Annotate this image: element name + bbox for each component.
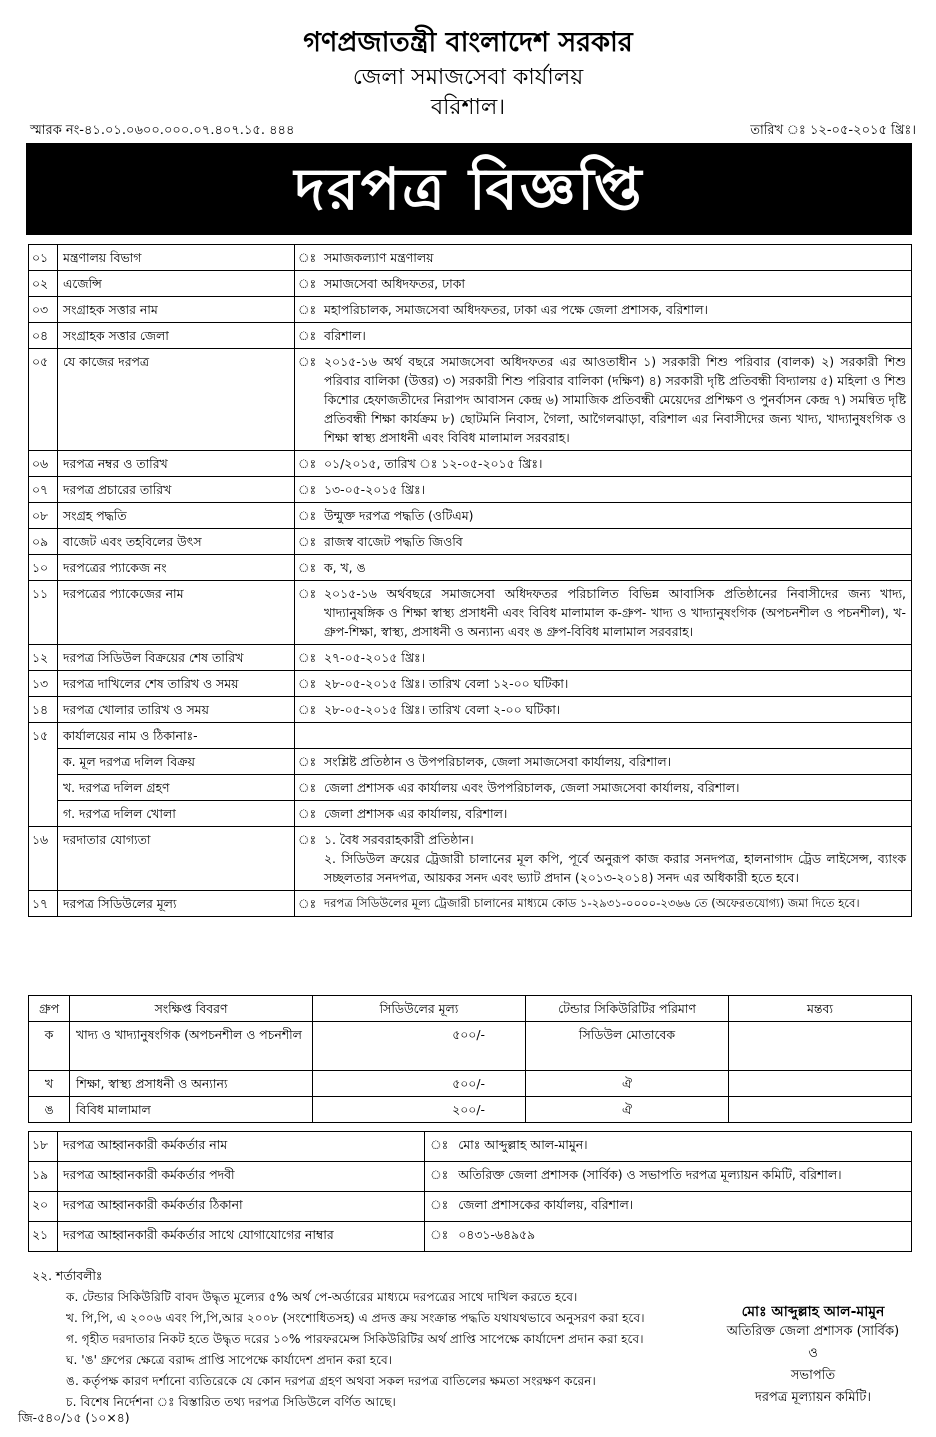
row-separator: ঃ: [295, 891, 320, 917]
price-cell: [729, 1022, 912, 1071]
tender-info-table: [28, 244, 912, 917]
row-label: মন্ত্রণালয় বিভাগ: [58, 245, 295, 271]
row-separator: ঃ: [295, 581, 320, 645]
table-row: [29, 1162, 912, 1192]
row-value: ১৩-০৫-২০১৫ খ্রিঃ।: [319, 477, 912, 503]
row-label: খ. দরপত্র দলিল গ্রহণ: [58, 775, 295, 801]
row-number: ১২: [29, 645, 58, 671]
row-number: ২০: [29, 1192, 58, 1222]
notice-date: তারিখ ঃ ১২-০৫-২০১৫ খ্রিঃ।: [750, 123, 916, 138]
signatory-name: মোঃ আব্দুল্লাহ আল-মামুন: [741, 1304, 885, 1320]
row-number: ০১: [29, 245, 58, 271]
table-row: [29, 477, 912, 503]
row-number: [29, 775, 58, 801]
table-row: [29, 723, 912, 749]
row-value: [319, 827, 912, 891]
price-row: [29, 1097, 912, 1123]
signatory-title: অতিরিক্ত জেলা প্রশাসক (সার্বিক): [726, 1324, 900, 1339]
row-value: উন্মুক্ত দরপত্র পদ্ধতি (ওটিএম): [319, 503, 912, 529]
row-separator: ঃ: [295, 671, 320, 697]
table-row: [29, 697, 912, 723]
row-separator: ঃ: [295, 477, 320, 503]
row-label: দরপত্রের প্যাকেজের নাম: [58, 581, 295, 645]
row-number: ০৪: [29, 323, 58, 349]
row-number: ১০: [29, 555, 58, 581]
condition-item: চ. বিশেষ নির্দেশনা ঃ বিস্তারিত তথ্য দরপত্র সিডিউলে বর্ণিত আছে।: [66, 1395, 396, 1409]
row-value: ০১/২০১৫, তারিখ ঃ ১২-০৫-২০১৫ খ্রিঃ।: [319, 451, 912, 477]
table-row: [29, 891, 912, 917]
table-row: [29, 323, 912, 349]
row-value: সংশ্লিষ্ট প্রতিষ্ঠান ও উপপরিচালক, জেলা সমাজসেবা কার্যালয়, বরিশাল।: [319, 749, 912, 775]
price-row: [29, 1022, 912, 1071]
table-row: [29, 245, 912, 271]
office-city: বরিশাল।: [430, 95, 506, 120]
row-value: ২৮-০৫-২০১৫ খ্রিঃ। তারিখ বেলা ১২-০০ ঘটিকা।: [319, 671, 912, 697]
row-label: দরপত্র আহ্বানকারী কর্মকর্তার সাথে যোগাযোগের নাম্বার: [58, 1222, 425, 1252]
table-row: [29, 775, 912, 801]
condition-item: গ. গৃহীত দরদাতার নিকট হতে উদ্ধৃত দরের ১০% পারফরমেন্স সিকিউরিটির অর্থ প্রাপ্তি সাপেক্ষে কার্যাদেশ প্রদান করা হবে।: [66, 1332, 644, 1346]
table-row: [29, 297, 912, 323]
row-value: সমাজকল্যাণ মন্ত্রণালয়: [319, 245, 912, 271]
row-value: রাজস্ব বাজেট পদ্ধতি জিওবি: [319, 529, 912, 555]
row-separator: ঃ: [295, 749, 320, 775]
row-separator: ঃ: [295, 503, 320, 529]
row-label: দরপত্র আহ্বানকারী কর্মকর্তার ঠিকানা: [58, 1192, 425, 1222]
row-label: ক. মূল দরপত্র দলিল বিক্রয়: [58, 749, 295, 775]
table-row: [29, 503, 912, 529]
table-row: [29, 1222, 912, 1252]
price-cell: খাদ্য ও খাদ্যানুষংগিক (অপচনশীল ও পচনশীল: [70, 1022, 313, 1071]
price-header-cell: মন্তব্য: [729, 996, 912, 1022]
qualification-1: ১. বৈধ সরবরাহকারী প্রতিষ্ঠান।: [324, 832, 474, 847]
row-label: দরপত্র আহ্বানকারী কর্মকর্তার পদবী: [58, 1162, 425, 1192]
row-value: জেলা প্রশাসক এর কার্যালয়, বরিশাল।: [319, 801, 912, 827]
row-separator: ঃ: [295, 271, 320, 297]
row-value: দরপত্র সিডিউলের মূল্য ট্রেজারী চালানের মাধ্যমে কোড ১-২৯৩১-০০০০-২৩৬৬ তে (অফেরতযোগ্য) জমা দিতে হবে।: [319, 891, 912, 917]
row-label: দরপত্রের প্যাকেজ নং: [58, 555, 295, 581]
row-number: ২১: [29, 1222, 58, 1252]
row-number: ০৮: [29, 503, 58, 529]
row-number: ১৫: [29, 723, 58, 749]
price-cell: ঙ: [29, 1097, 70, 1123]
price-table: [28, 995, 912, 1123]
condition-item: খ. পি,পি, এ ২০০৬ এবং পি,পি,আর ২০০৮ (সংশোধিতসহ) এ প্রদত্ত ক্রয় সংক্রান্ত পদ্ধতি যথাযথভাবে অনুসরণ করা হবে।: [66, 1311, 645, 1325]
row-number: ০৭: [29, 477, 58, 503]
row-number: ০৯: [29, 529, 58, 555]
price-cell: সিডিউল মোতাবেক: [526, 1022, 729, 1071]
signatory-and: ও: [808, 1346, 818, 1361]
price-cell: খ: [29, 1071, 70, 1097]
row-number: ১৮: [29, 1132, 58, 1162]
row-value: ০৪৩১-৬৪৯৫৯: [453, 1222, 911, 1252]
row-separator: ঃ: [295, 529, 320, 555]
table-row: [29, 1192, 912, 1222]
qualification-2: ২. সিডিউল ক্রয়ের ট্রেজারী চালানের মূল কপি, পূর্বে অনুরূপ কাজ করার সনদপত্র, হালনাগাদ ট্রেড লাইসেন্স, ব্যাংক সচ্ছলতার সনদপত্র, আয়কর সনদ এবং ভ্যাট প্রদান (২০১৩-২০১৪) সনদ এর অধিকারী হতে হবে।: [324, 851, 906, 885]
row-separator: ঃ: [295, 245, 320, 271]
row-value: সমাজসেবা অধিদফতর, ঢাকা: [319, 271, 912, 297]
price-cell: শিক্ষা, স্বাস্থ্য প্রসাধনী ও অন্যান্য: [70, 1071, 313, 1097]
row-separator: ঃ: [295, 775, 320, 801]
condition-item: ঘ. 'ঙ' গ্রুপের ক্ষেত্রে বরাদ্দ প্রাপ্তি সাপেক্ষে কার্যাদেশ প্রদান করা হবে।: [66, 1353, 393, 1367]
row-label: সংগ্রহ পদ্ধতি: [58, 503, 295, 529]
row-label: দরপত্র সিডিউলের মূল্য: [58, 891, 295, 917]
price-header-row: [29, 996, 912, 1022]
row-value: মোঃ আব্দুল্লাহ আল-মামুন।: [453, 1132, 911, 1162]
condition-item: ক. টেন্ডার সিকিউরিটি বাবদ উদ্ধৃত মূল্যের ৫% অর্থ পে-অর্ডারের মাধ্যমে দরপত্রের সাথে দাখিল করতে হবে।: [66, 1290, 578, 1304]
officer-info-table: [28, 1131, 912, 1252]
row-separator: ঃ: [425, 1192, 454, 1222]
row-separator: ঃ: [295, 645, 320, 671]
row-number: ১৯: [29, 1162, 58, 1192]
row-label: দরপত্র নম্বর ও তারিখ: [58, 451, 295, 477]
row-number: ১৭: [29, 891, 58, 917]
row-label: সংগ্রাহক সত্তার জেলা: [58, 323, 295, 349]
row-value: জেলা প্রশাসকের কার্যালয়, বরিশাল।: [453, 1192, 911, 1222]
row-label: দরপত্র খোলার তারিখ ও সময়: [58, 697, 295, 723]
row-separator: ঃ: [295, 555, 320, 581]
row-number: ০৫: [29, 349, 58, 451]
row-label: সংগ্রাহক সত্তার নাম: [58, 297, 295, 323]
table-row: [29, 555, 912, 581]
price-row: [29, 1071, 912, 1097]
price-cell: [729, 1097, 912, 1123]
price-cell: ঐ: [526, 1097, 729, 1123]
row-number: ১৪: [29, 697, 58, 723]
government-title: গণপ্রজাতন্ত্রী বাংলাদেশ সরকার: [303, 27, 633, 58]
row-value: ২৭-০৫-২০১৫ খ্রিঃ।: [319, 645, 912, 671]
row-value: [319, 723, 912, 749]
price-cell: ৫০০/-: [313, 1022, 526, 1071]
row-value: ২০১৫-১৬ অর্থবছরে সমাজসেবা অধিদফতর পরিচালিত বিভিন্ন আবাসিক প্রতিষ্ঠানের নিবাসীদের জন্য খাদ্য, খাদ্যানুষঙ্গিক ও শিক্ষা স্বাস্থ্য প্রসাধনী এবং বিবিধ মালামাল ক-গ্রুপ- খাদ্য ও খাদ্যানুষংগিক (অপচনশীল ও পচনশীল), খ-গ্রুপ-শিক্ষা, স্বাস্থ্য, প্রসাধনী ও অন্যান্য এবং ঙ গ্রুপ-বিবিধ মালামাল সরবরাহ।: [319, 581, 912, 645]
row-label: দরদাতার যোগ্যতা: [58, 827, 295, 891]
row-number: [29, 801, 58, 827]
table-row: [29, 645, 912, 671]
row-label: দরপত্র আহ্বানকারী কর্মকর্তার নাম: [58, 1132, 425, 1162]
row-label: গ. দরপত্র দলিল খোলা: [58, 801, 295, 827]
row-separator: ঃ: [295, 323, 320, 349]
row-number: ০৬: [29, 451, 58, 477]
memo-number: স্মারক নং-৪১.০১.০৬০০.০০০.০৭.৪০৭.১৫. ৪৪৪: [30, 123, 295, 138]
row-number: [29, 749, 58, 775]
row-label: কার্যালয়ের নাম ও ঠিকানাঃ-: [58, 723, 295, 749]
signatory-committee: দরপত্র মূল্যায়ন কমিটি।: [755, 1390, 871, 1405]
table-row: [29, 271, 912, 297]
price-header-cell: টেন্ডার সিকিউরিটির পরিমাণ: [526, 996, 729, 1022]
row-separator: ঃ: [295, 297, 320, 323]
row-label: যে কাজের দরপত্র: [58, 349, 295, 451]
table-row: [29, 529, 912, 555]
table-row: [29, 349, 912, 451]
tender-notice: [18, 0, 918, 1437]
price-cell: বিবিধ মালামাল: [70, 1097, 313, 1123]
row-number: ১১: [29, 581, 58, 645]
row-label: দরপত্র প্রচারের তারিখ: [58, 477, 295, 503]
price-header-cell: গ্রুপ: [29, 996, 70, 1022]
row-value: বরিশাল।: [319, 323, 912, 349]
row-label: দরপত্র দাখিলের শেষ তারিখ ও সময়: [58, 671, 295, 697]
row-separator: ঃ: [295, 697, 320, 723]
price-cell: ২০০/-: [313, 1097, 526, 1123]
row-separator: ঃ: [425, 1162, 454, 1192]
row-value: ২৮-০৫-২০১৫ খ্রিঃ। তারিখ বেলা ২-০০ ঘটিকা।: [319, 697, 912, 723]
table-row: [29, 581, 912, 645]
row-separator: ঃ: [295, 827, 320, 891]
table-row: [29, 749, 912, 775]
row-number: ০২: [29, 271, 58, 297]
price-header-cell: সিডিউলের মূল্য: [313, 996, 526, 1022]
row-label: দরপত্র সিডিউল বিক্রয়ের শেষ তারিখ: [58, 645, 295, 671]
row-number: ১৩: [29, 671, 58, 697]
row-label: বাজেট এবং তহবিলের উৎস: [58, 529, 295, 555]
price-cell: ঐ: [526, 1071, 729, 1097]
row-number: ১৬: [29, 827, 58, 891]
table-row: [29, 827, 912, 891]
price-cell: [729, 1071, 912, 1097]
row-value: জেলা প্রশাসক এর কার্যালয় এবং উপপরিচালক, জেলা সমাজসেবা কার্যালয়, বরিশাল।: [319, 775, 912, 801]
row-value: অতিরিক্ত জেলা প্রশাসক (সার্বিক) ও সভাপতি দরপত্র মূল্যায়ন কমিটি, বরিশাল।: [453, 1162, 911, 1192]
row-label: এজেন্সি: [58, 271, 295, 297]
office-name: জেলা সমাজসেবা কার্যালয়: [352, 65, 584, 90]
row-separator: ঃ: [295, 451, 320, 477]
price-cell: ৫০০/-: [313, 1071, 526, 1097]
row-separator: ঃ: [425, 1132, 454, 1162]
table-row: [29, 451, 912, 477]
table-row: [29, 1132, 912, 1162]
row-number: ০৩: [29, 297, 58, 323]
row-value: ২০১৫-১৬ অর্থ বছরে সমাজসেবা অধিদফতর এর আওতাধীন ১) সরকারী শিশু পরিবার (বালক) ২) সরকারী শিশু পরিবার বালিকা (উত্তর) ৩) সরকারী শিশু পরিবার বালিকা (দক্ষিণ) ৪) সরকারী দৃষ্টি প্রতিবন্ধী বিদ্যালয় ৫) মহিলা ও শিশু কিশোর হেফাজতীদের নিরাপদ আবাসন কেন্দ্র ৬) সামাজিক প্রতিবন্ধী মেয়েদের প্রশিক্ষণ ও পুনর্বাসন কেন্দ্র ৭) সমন্বিত দৃষ্টি প্রতিবন্ধী শিক্ষা কার্যক্রম ৮) ছোটমনি নিবাস, গৈলা, আগৈলঝাড়া, বরিশাল এর নিবাসীদের জন্য খাদ্য, খাদ্যানুষংগিক ও শিক্ষা স্বাস্থ্য প্রসাধনী এবং বিবিধ মালামাল সরবরাহ।: [319, 349, 912, 451]
conditions-title: ২২. শর্তাবলীঃ: [32, 1268, 103, 1283]
row-value: ক, খ, ঙ: [319, 555, 912, 581]
condition-item: ঙ. কর্তৃপক্ষ কারণ দর্শানো ব্যতিরেকে যে কোন দরপত্র গ্রহণ অথবা সকল দরপত্র বাতিলের ক্ষমতা সংরক্ষণ করেন।: [66, 1374, 596, 1388]
table-row: [29, 671, 912, 697]
price-cell: ক: [29, 1022, 70, 1071]
row-separator: ঃ: [425, 1222, 454, 1252]
price-header-cell: সংক্ষিপ্ত বিবরণ: [70, 996, 313, 1022]
signatory-role: সভাপতি: [790, 1368, 836, 1383]
notice-banner: দরপত্র বিজ্ঞপ্তি: [26, 143, 912, 235]
row-separator: ঃ: [295, 801, 320, 827]
table-row: [29, 801, 912, 827]
row-value: মহাপরিচালক, সমাজসেবা অধিদফতর, ঢাকা এর পক্ষে জেলা প্রশাসক, বরিশাল।: [319, 297, 912, 323]
row-separator: [295, 723, 320, 749]
footer-code: জি-৫৪০/১৫ (১০×৪): [18, 1410, 130, 1425]
row-separator: ঃ: [295, 349, 320, 451]
